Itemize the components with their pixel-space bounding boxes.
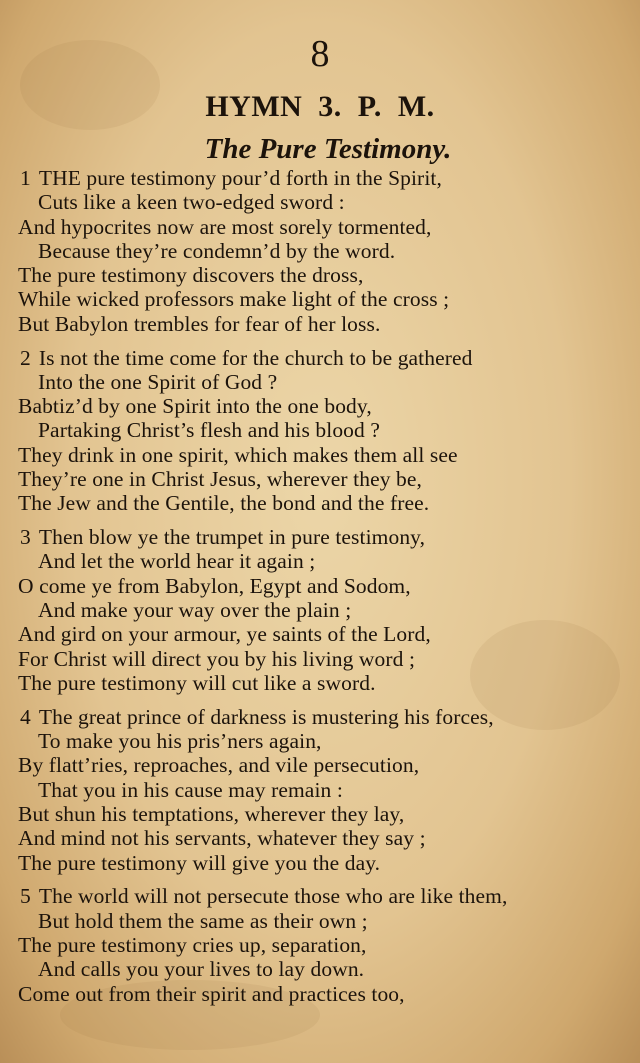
verse-number: 2 xyxy=(20,345,31,370)
verse-line: Come out from their spirit and practices too, xyxy=(18,981,405,1006)
verse-1 xyxy=(0,166,640,336)
verse-line: The pure testimony will give you the day. xyxy=(18,850,381,875)
verse-5 xyxy=(0,884,640,1005)
verse-line: And make your way over the plain ; xyxy=(38,598,352,623)
verse-line: By flatt’ries, reproaches, and vile persecution, xyxy=(18,753,420,778)
verse-line: That you in his cause may remain : xyxy=(38,777,343,802)
verse-line: O come ye from Babylon, Egypt and Sodom, xyxy=(18,573,411,598)
verse-line: Babtiz’d by one Spirit into the one body, xyxy=(18,394,372,419)
verse-3 xyxy=(0,525,640,695)
verse-line: 3 Then blow ye the trumpet in pure testimony, xyxy=(20,525,426,550)
verse-2 xyxy=(0,346,640,516)
verse-number: 4 xyxy=(20,704,31,729)
verse-line: The pure testimony discovers the dross, xyxy=(18,263,364,288)
hymn-text xyxy=(0,166,640,1006)
hymn-title: The Pure Testimony. xyxy=(204,133,452,165)
verse-line: The Jew and the Gentile, the bond and the free. xyxy=(18,491,430,516)
verse-line: And hypocrites now are most sorely tormented, xyxy=(18,214,432,239)
verse-line: Cuts like a keen two-edged sword : xyxy=(38,190,345,215)
verse-line: The pure testimony cries up, separation, xyxy=(18,932,367,957)
verse-line: Because they’re condemn’d by the word. xyxy=(38,238,396,263)
verse-line: And mind not his servants, whatever they say ; xyxy=(18,826,426,851)
verse-line: 4 The great prince of darkness is mustering his forces, xyxy=(20,704,494,729)
verse-number: 3 xyxy=(20,525,31,550)
verse-line: And let the world hear it again ; xyxy=(38,549,316,574)
verse-line: Partaking Christ’s flesh and his blood ? xyxy=(38,418,380,443)
verse-number: 1 xyxy=(20,166,31,190)
verse-line: While wicked professors make light of the cross ; xyxy=(18,287,450,312)
verse-line: 2 Is not the time come for the church to be gathered xyxy=(20,345,473,370)
verse-line: They drink in one spirit, which makes them all see xyxy=(18,442,458,467)
verse-line: For Christ will direct you by his living word ; xyxy=(18,646,416,671)
verse-line: Into the one Spirit of God ? xyxy=(38,369,278,394)
verse-line: 5 The world will not persecute those who are like them, xyxy=(20,884,508,909)
verse-line: They’re one in Christ Jesus, wherever they be, xyxy=(18,467,423,492)
verse-line: And calls you your lives to lay down. xyxy=(38,957,365,982)
verse-line: 1 THE pure testimony pour’d forth in the Spirit, xyxy=(20,166,442,190)
verse-line: To make you his pris’ners again, xyxy=(38,729,322,754)
verse-line: The pure testimony will cut like a sword. xyxy=(18,670,376,695)
hymn-heading: HYMN 3. P. M. xyxy=(205,90,435,123)
verse-line: But shun his temptations, wherever they lay, xyxy=(18,801,405,826)
verse-number: 5 xyxy=(20,884,31,909)
verse-line: But hold them the same as their own ; xyxy=(38,908,368,933)
verse-line: But Babylon trembles for fear of her loss. xyxy=(18,311,381,336)
verse-4 xyxy=(0,705,640,875)
verse-line: And gird on your armour, ye saints of the Lord, xyxy=(18,622,431,647)
page-number: 8 xyxy=(310,33,330,75)
